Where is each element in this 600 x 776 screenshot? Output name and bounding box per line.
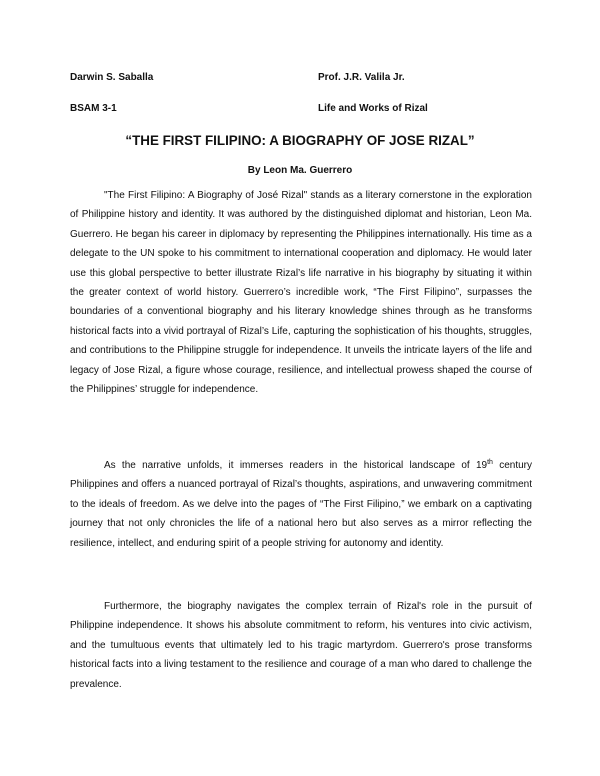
author-name: Darwin S. Saballa: [70, 72, 154, 83]
paragraph-2-text-a: As the narrative unfolds, it immerses readers in the historical landscape of 19: [104, 460, 488, 471]
ordinal-superscript: th: [487, 459, 493, 466]
paragraph-2: [70, 456, 532, 553]
class-section: BSAM 3-1: [70, 103, 117, 114]
professor-name: Prof. J.R. Valila Jr.: [318, 72, 405, 83]
course-name: Life and Works of Rizal: [318, 103, 428, 114]
paragraph-2-text-b: century Philippines and offers a nuanced portrayal of Rizal’s thoughts, aspirations, and unwavering commitment to the ideals of freedom. As we delve into the pages of “The First Filipino,” we embark on a captivating journey that not only chronicles the life of a national hero but also serves as a mirror reflecting the resilience, intellect, and enduring spirit of a people striving for autonomy and identity.: [70, 460, 532, 549]
document-title: “THE FIRST FILIPINO: A BIOGRAPHY OF JOSE RIZAL”: [125, 133, 475, 148]
paragraph-1: "The First Filipino: A Biography of José Rizal" stands as a literary cornerstone in the exploration of Philippine history and identity. It was authored by the distinguished diplomat and historian, Leon Ma. Guerrero. He began his career in diplomacy by representing the Philippines internationally. His time as a delegate to the UN spoke to his commitment to international cooperation and diplomacy. He would later use this global perspective to better illustrate Rizal’s life narrative in his biography by situating it within the greater context of world history. Guerrero’s incredible work, “The First Filipino”, surpasses the boundaries of a conventional biography and his literary knowledge shines through as he transforms historical facts into a vivid portrayal of Rizal’s Life, capturing the sophistication of his thoughts, struggles, and contributions to the Philippine struggle for independence. It unveils the intricate layers of the life and legacy of Jose Rizal, a figure whose courage, resilience, and intellectual prowess shaped the course of the Philippines’ struggle for independence.: [70, 190, 532, 396]
document-byline: By Leon Ma. Guerrero: [247, 165, 353, 176]
paragraph-3: Furthermore, the biography navigates the complex terrain of Rizal's role in the pursuit of Philippine independence. It shows his absolute commitment to reform, his ventures into civic activism, and the tumultuous events that ultimately led to his tragic martyrdom. Guerrero's prose transforms historical facts into a living testament to the resilience and courage of a man who dared to challenge the prevalence.: [70, 601, 532, 690]
